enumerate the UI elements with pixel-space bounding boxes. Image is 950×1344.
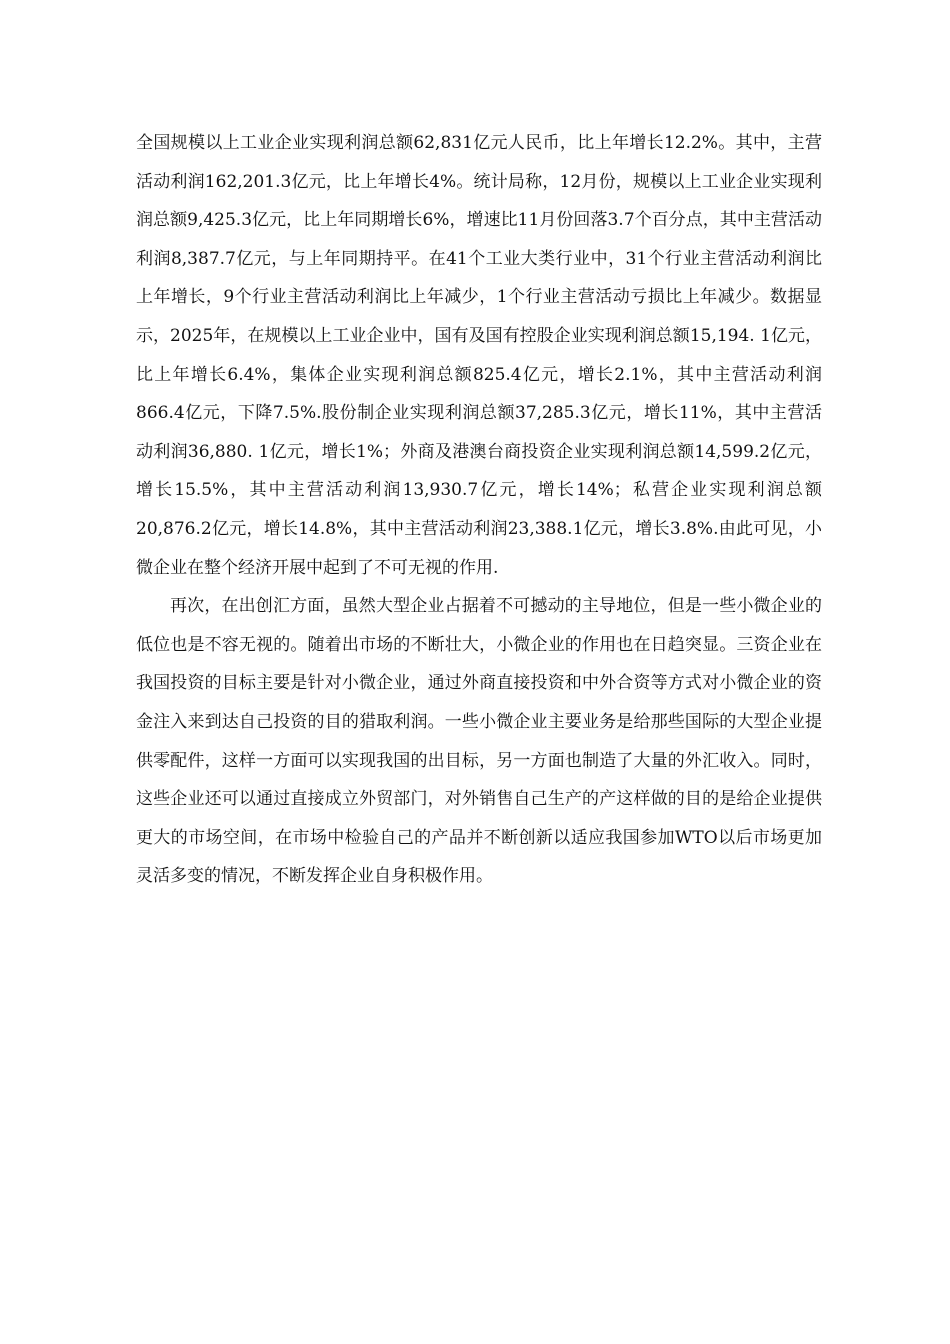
paragraph-industrial-profits: 全国规模以上工业企业实现利润总额62,831亿元人民币，比上年增长12.2%。其中，主营活动利润162,201.3亿元，比上年增长4%。统计局称，12月份，规模以上工业企业实现利润总额9,425.3亿元，比上年同期增长6%，增速比11月份回落3.7个百分点，其中主营活动利润8,387.7亿元，与上年同期持平。在41个工业大类行业中，31个行业主营活动利润比上年增长，9个行业主营活动利润比上年减少，1个行业主营活动亏损比上年减少。数据显示，2025年，在规模以上工业企业中，国有及国有控股企业实现利润总额15,194. 1亿元，比上年增长6.4%，集体企业实现利润总额825.4亿元，增长2.1%，其中主营活动利润866.4亿元，下降7.5%.股份制企业实现利润总额37,285.3亿元，增长11%，其中主营活动利润36,880. 1亿元，增长1%；外商及港澳台商投资企业实现利润总额14,599.2亿元，增长15.5%，其中主营活动利润13,930.7亿元，增长14%；私营企业实现利润总额20,876.2亿元，增长14.8%，其中主营活动利润23,388.1亿元，增长3.8%.由此可见，小微企业在整个经济开展中起到了不可无视的作用. [136, 133, 822, 578]
document-body [136, 124, 822, 896]
paragraph-export-earnings: 再次，在出创汇方面，虽然大型企业占据着不可撼动的主导地位，但是一些小微企业的低位也是不容无视的。随着出市场的不断壮大，小微企业的作用也在日趋突显。三资企业在我国投资的目标主要是针对小微企业，通过外商直接投资和中外合资等方式对小微企业的资金注入来到达自己投资的目的猎取利润。一些小微企业主要业务是给那些国际的大型企业提供零配件，这样一方面可以实现我国的出目标，另一方面也制造了大量的外汇收入。同时，这些企业还可以通过直接成立外贸部门，对外销售自己生产的产这样做的目的是给企业提供更大的市场空间，在市场中检验自己的产品并不断创新以适应我国参加WTO以后市场更加灵活多变的情况，不断发挥企业自身积极作用。 [136, 596, 822, 887]
